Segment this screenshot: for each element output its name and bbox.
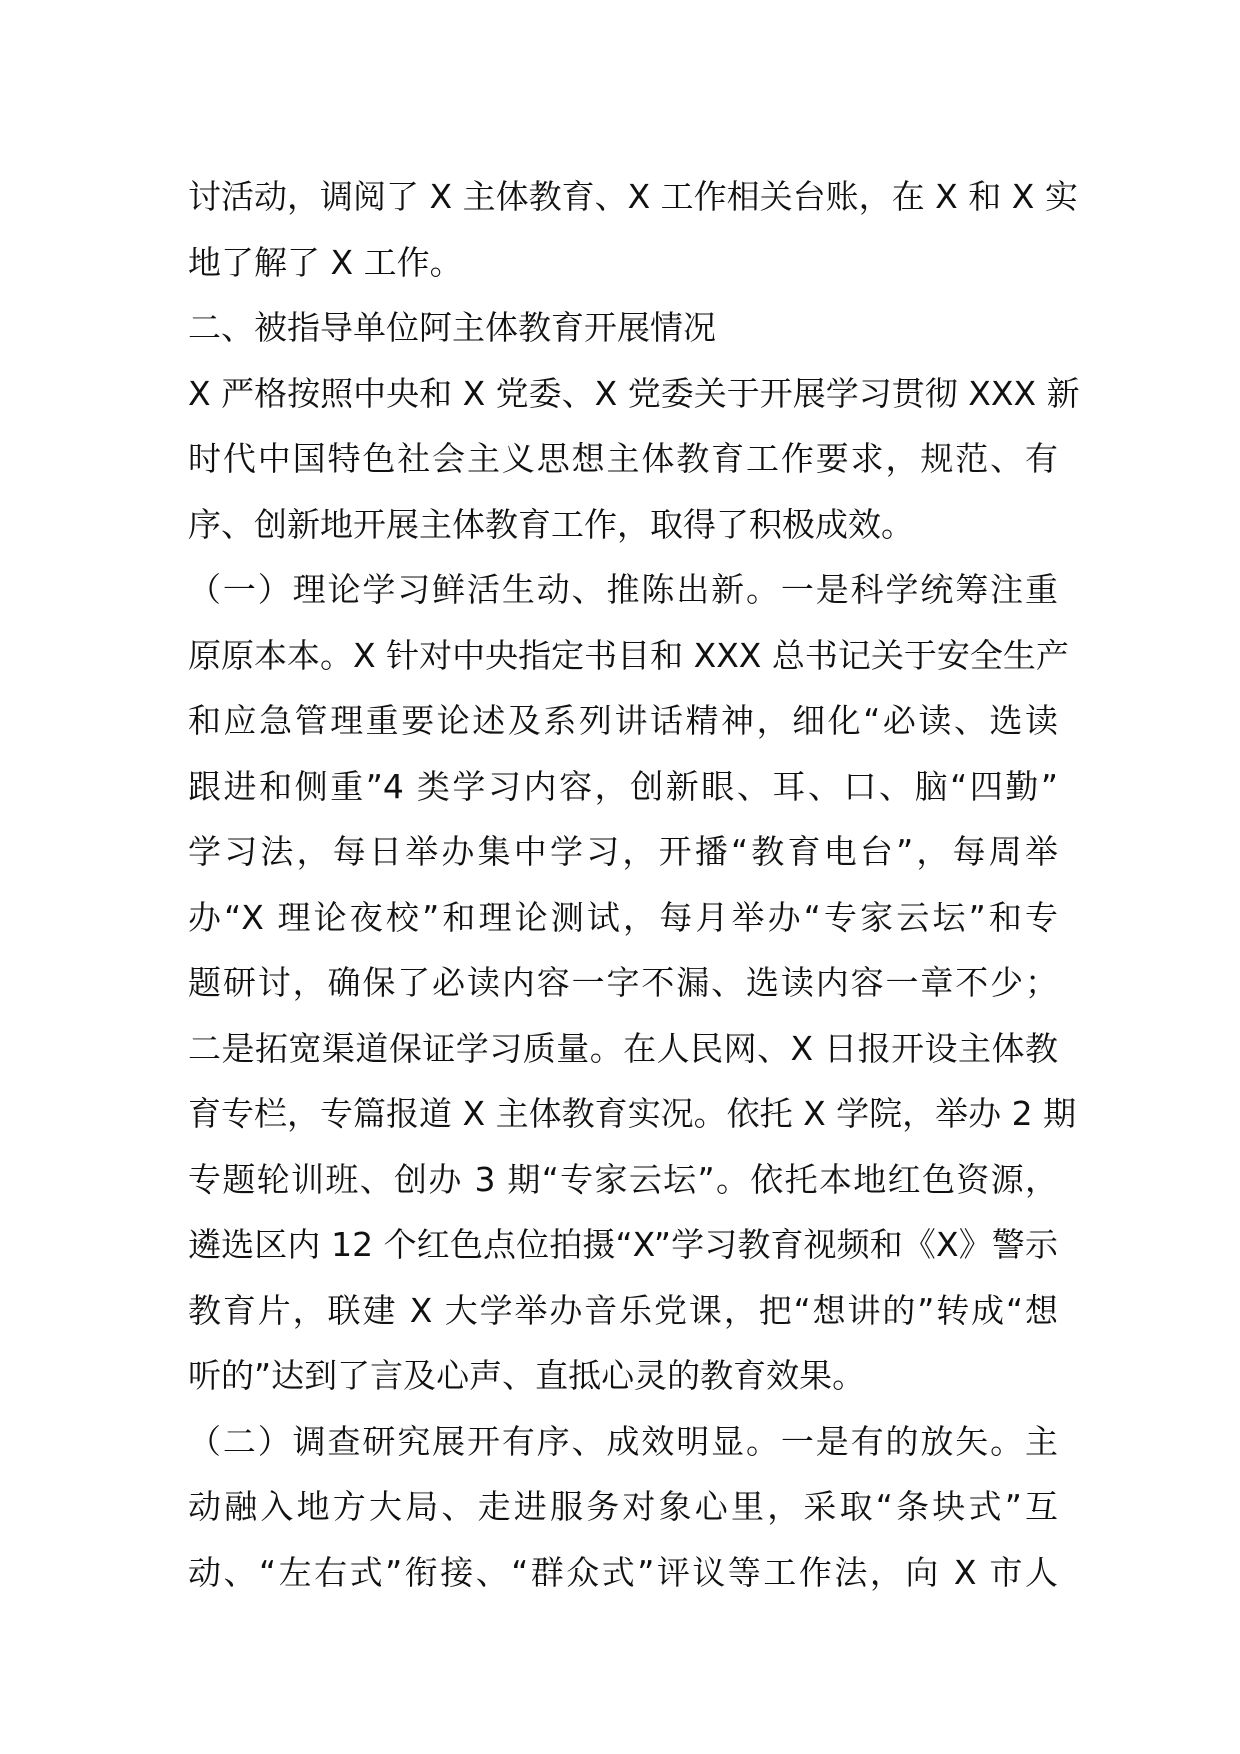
text-line: 二、被指导单位阿主体教育开展情况	[188, 308, 716, 347]
text-line: 听的”达到了言及心声、直抵心灵的教育效果。	[188, 1356, 866, 1395]
text-line: X 严格按照中央和 X 党委、X 党委关于开展学习贯彻 XXX 新	[188, 373, 1080, 413]
text-line: 育专栏，专篇报道 X 主体教育实况。依托 X 学院，举办 2 期	[188, 1094, 1077, 1133]
text-line: 题研讨，确保了必读内容一字不漏、选读内容一章不少；	[188, 963, 1058, 1002]
text-line: 办“X 理论夜校”和理论测试，每月举办“专家云坛”和专	[188, 897, 1058, 937]
text-line: 教育片，联建 X 大学举办音乐党课，把“想讲的”转成“想	[188, 1290, 1058, 1330]
text-line: 学习法，每日举办集中学习，开播“教育电台”，每周举	[188, 832, 1058, 871]
text-line: 讨活动，调阅了 X 主体教育、X 工作相关台账，在 X 和 X 实	[188, 177, 1078, 216]
text-line: （一）理论学习鲜活生动、推陈出新。一是科学统筹注重	[188, 570, 1058, 609]
text-line: 二是拓宽渠道保证学习质量。在人民网、X 日报开设主体教	[188, 1028, 1058, 1068]
text-line: 动、“左右式”衔接、“群众式”评议等工作法，向 X 市人	[188, 1552, 1058, 1592]
text-line: 动融入地方大局、走进服务对象心里，采取“条块式”互	[188, 1487, 1058, 1526]
text-line: 地了解了 X 工作。	[188, 242, 463, 282]
document-body	[188, 164, 1080, 1605]
text-line: 序、创新地开展主体教育工作，取得了积极成效。	[188, 504, 914, 544]
text-line: 跟进和侧重”4 类学习内容，创新眼、耳、口、脑“四勤”	[188, 766, 1058, 806]
text-line: 专题轮训班、创办 3 期“专家云坛”。依托本地红色资源，	[188, 1159, 1058, 1199]
text-line: 原原本本。X 针对中央指定书目和 XXX 总书记关于安全生产	[188, 635, 1069, 675]
text-line: 和应急管理重要论述及系列讲话精神，细化“必读、选读	[188, 701, 1058, 740]
text-line: 时代中国特色社会主义思想主体教育工作要求，规范、有	[188, 439, 1058, 478]
text-line: 遴选区内 12 个红色点位拍摄“X”学习教育视频和《X》警示	[188, 1225, 1058, 1264]
text-line: （二）调查研究展开有序、成效明显。一是有的放矢。主	[188, 1421, 1058, 1461]
